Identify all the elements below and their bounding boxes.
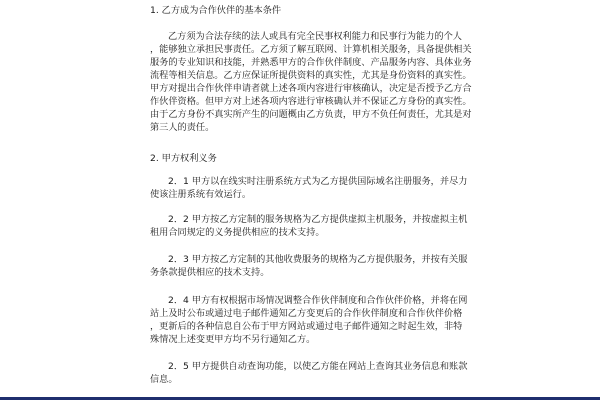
clause-line: 务条款提供相应的技术支持。 [150,267,270,278]
clause-line: 殊情况上述变更甲方均不另行通知乙方。 [150,334,316,345]
clause-2-1 [150,175,468,201]
section-1-heading: 1. 乙方成为合作伙伴的基本条件 [150,5,282,16]
section-1-paragraph [150,30,472,134]
clause-line: 使该注册系统有效运行。 [150,189,252,200]
paragraph-line: 服务的专业知识和技能，并熟悉甲方的合作伙伴制度、产品服务内容、具体业务 [150,57,472,68]
clause-2-3 [150,253,468,279]
clause-line: ，更新后的各种信息自公布于甲方网站或通过电子邮件通知之时起生效，非特 [150,321,463,332]
paragraph-line: 甲方对提出合作伙伴申请者就上述各项内容进行审核确认，决定是否授予乙方合 [150,83,472,94]
clause-line: 站上及时公布或通过电子邮件通知乙方变更后的合作伙伴制度和合作伙伴价格 [150,308,463,319]
paragraph-line: 乙方须为合法存续的法人或具有完全民事权利能力和民事行为能力的个人 [168,31,462,42]
clause-line: 2．2 甲方按乙方定制的服务规格为乙方提供虚拟主机服务，并按虚拟主机 [168,214,468,225]
clause-2-2 [150,213,468,239]
paragraph-line: 流程等相关信息。乙方应保证所提供资料的真实性，尤其是身份资料的真实性。 [150,70,472,81]
clause-line: 2．1 甲方以在线实时注册系统方式为乙方提供国际域名注册服务，并尽力 [168,176,468,187]
clause-line: 2．4 甲方有权根据市场情况调整合作伙伴制度和合作伙伴价格，并将在网 [168,295,468,306]
clause-line: 信息。 [150,374,178,385]
paragraph-line: 第三人的责任。 [150,122,215,133]
clause-line: 2．5 甲方提供自动查询功能，以使乙方能在网站上查询其业务信息和账款 [168,361,468,372]
clause-2-5 [150,360,468,386]
clause-line: 租用合同规定的义务提供相应的技术支持。 [150,227,325,238]
section-2-heading: 2. 甲方权利义务 [150,153,217,164]
paragraph-line: ，能够独立承担民事责任。乙方须了解互联网、计算机相关服务，具备提供相关 [150,44,472,55]
paragraph-line: 由于乙方身份不真实所产生的问题概由乙方负责，甲方不负任何责任，尤其是对 [150,109,472,120]
clause-line: 2．3 甲方按乙方定制的其他收费服务的规格为乙方提供服务，并按有关服 [168,254,468,265]
clause-2-4 [150,294,468,346]
paragraph-line: 作伙伴资格。但甲方对上述各项内容进行审核确认并不保证乙方身份的真实性。 [150,96,472,107]
